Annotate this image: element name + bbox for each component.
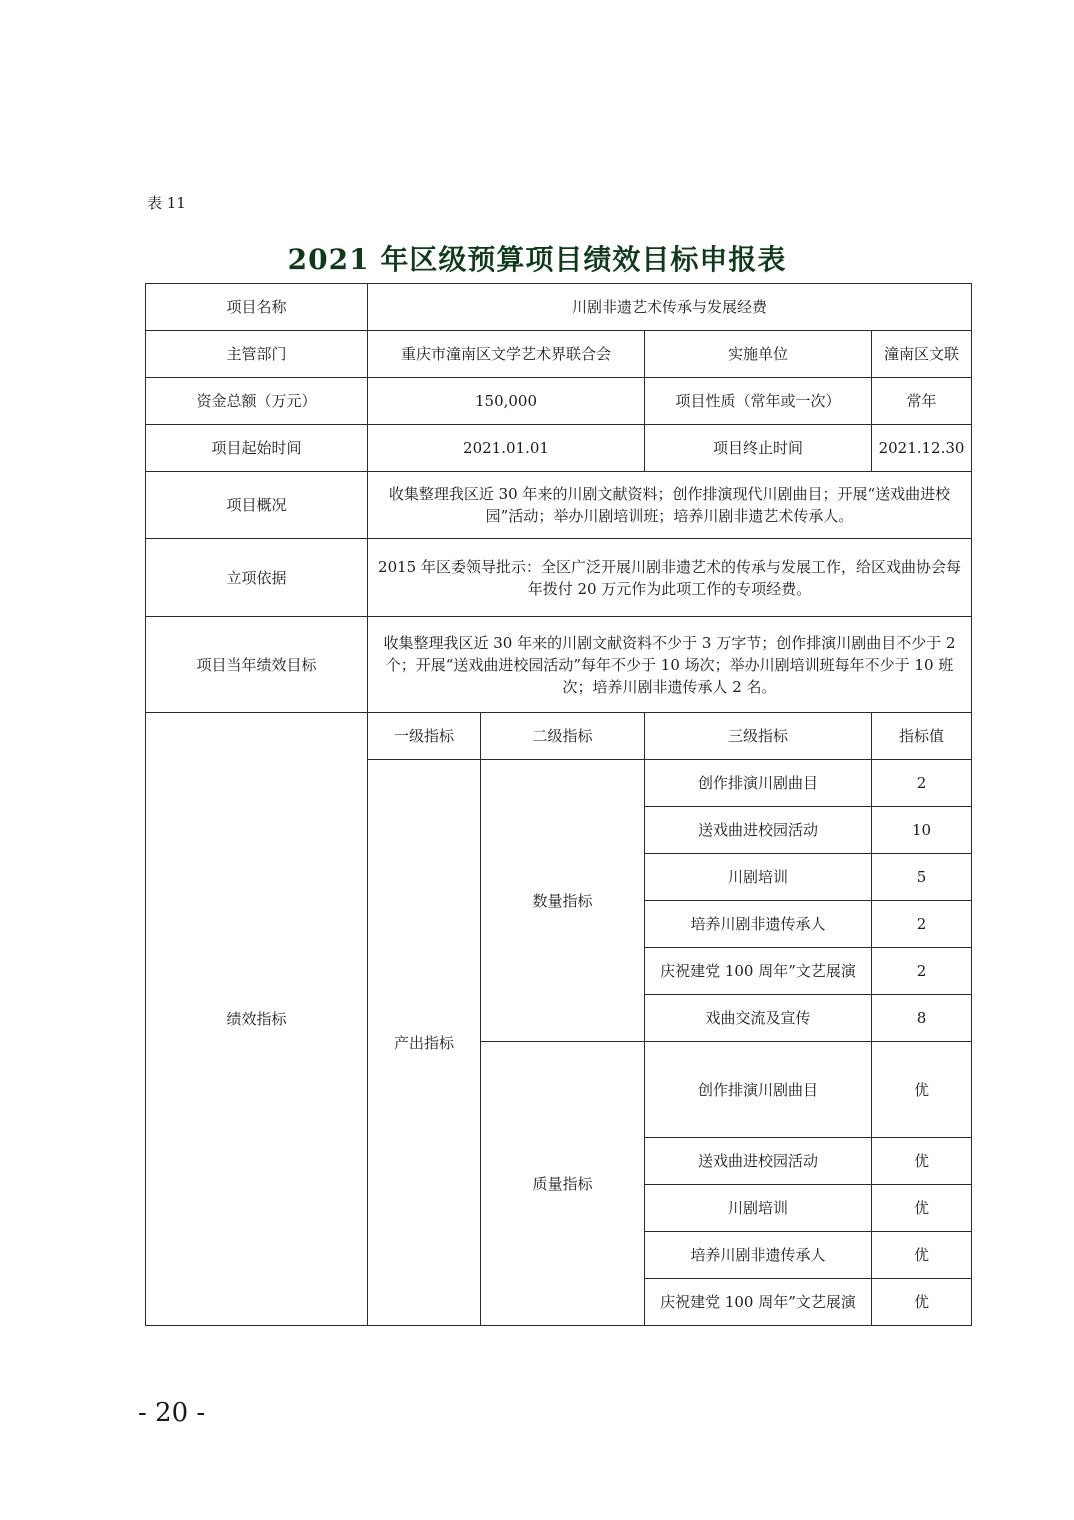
indicator-value: 2 <box>872 948 972 995</box>
indicator-value: 优 <box>872 1138 972 1185</box>
project-name-label: 项目名称 <box>146 284 368 331</box>
indicator-value: 2 <box>872 760 972 807</box>
basis-label: 立项依据 <box>146 539 368 617</box>
indicator-value: 10 <box>872 807 972 854</box>
indicator-value: 8 <box>872 995 972 1042</box>
indicator-name: 培养川剧非遗传承人 <box>645 1232 872 1279</box>
indicator-name: 创作排演川剧曲目 <box>645 760 872 807</box>
impl-label: 实施单位 <box>645 331 872 378</box>
overview-label: 项目概况 <box>146 472 368 539</box>
start-label: 项目起始时间 <box>146 425 368 472</box>
quality-label: 质量指标 <box>481 1042 645 1326</box>
end-label: 项目终止时间 <box>645 425 872 472</box>
header-value: 指标值 <box>872 713 972 760</box>
indicator-name: 送戏曲进校园活动 <box>645 807 872 854</box>
table-row <box>146 378 972 425</box>
header-level3: 三级指标 <box>645 713 872 760</box>
indicator-name: 川剧培训 <box>645 854 872 901</box>
indicator-value: 优 <box>872 1185 972 1232</box>
table-row <box>146 617 972 713</box>
end-value: 2021.12.30 <box>872 425 972 472</box>
indicator-name: 川剧培训 <box>645 1185 872 1232</box>
table-row <box>146 425 972 472</box>
indicator-value: 2 <box>872 901 972 948</box>
start-value: 2021.01.01 <box>368 425 645 472</box>
basis-value: 2015 年区委领导批示：全区广泛开展川剧非遗艺术的传承与发展工作，给区戏曲协会每年拨付 20 万元作为此项工作的专项经费。 <box>368 539 972 617</box>
dept-label: 主管部门 <box>146 331 368 378</box>
nature-label: 项目性质（常年或一次） <box>645 378 872 425</box>
indicator-value: 5 <box>872 854 972 901</box>
indicator-name: 庆祝建党 100 周年”文艺展演 <box>645 948 872 995</box>
table-label: 表 11 <box>147 194 186 212</box>
goal-value: 收集整理我区近 30 年来的川剧文献资料不少于 3 万字节；创作排演川剧曲目不少于 2 个；开展“送戏曲进校园活动”每年不少于 10 场次；举办川剧培训班每年不少于 10 班次；培养川剧非遗传承人 2 名。 <box>368 617 972 713</box>
overview-value: 收集整理我区近 30 年来的川剧文献资料；创作排演现代川剧曲目；开展“送戏曲进校园”活动；举办川剧培训班；培养川剧非遗艺术传承人。 <box>368 472 972 539</box>
table-row <box>146 472 972 539</box>
header-level2: 二级指标 <box>481 713 645 760</box>
indicators-section-label: 绩效指标 <box>146 713 368 1326</box>
indicator-name: 送戏曲进校园活动 <box>645 1138 872 1185</box>
level1-output-label: 产出指标 <box>368 760 481 1326</box>
page-title: 2021 年区级预算项目绩效目标申报表 <box>287 243 787 276</box>
table-row <box>146 713 972 760</box>
indicator-name: 戏曲交流及宣传 <box>645 995 872 1042</box>
page-number: - 20 - <box>138 1398 206 1428</box>
impl-value: 潼南区文联 <box>872 331 972 378</box>
header-level1: 一级指标 <box>368 713 481 760</box>
project-name-value: 川剧非遗艺术传承与发展经费 <box>368 284 972 331</box>
table-row <box>146 539 972 617</box>
quantity-label: 数量指标 <box>481 760 645 1042</box>
fund-label: 资金总额（万元） <box>146 378 368 425</box>
fund-value: 150,000 <box>368 378 645 425</box>
indicator-value: 优 <box>872 1279 972 1326</box>
performance-target-table <box>145 283 972 1326</box>
goal-label: 项目当年绩效目标 <box>146 617 368 713</box>
indicator-value: 优 <box>872 1042 972 1138</box>
nature-value: 常年 <box>872 378 972 425</box>
indicator-name: 庆祝建党 100 周年”文艺展演 <box>645 1279 872 1326</box>
dept-value: 重庆市潼南区文学艺术界联合会 <box>368 331 645 378</box>
indicator-value: 优 <box>872 1232 972 1279</box>
table-row <box>146 284 972 331</box>
indicator-name: 培养川剧非遗传承人 <box>645 901 872 948</box>
indicator-name: 创作排演川剧曲目 <box>645 1042 872 1138</box>
table-row <box>146 331 972 378</box>
